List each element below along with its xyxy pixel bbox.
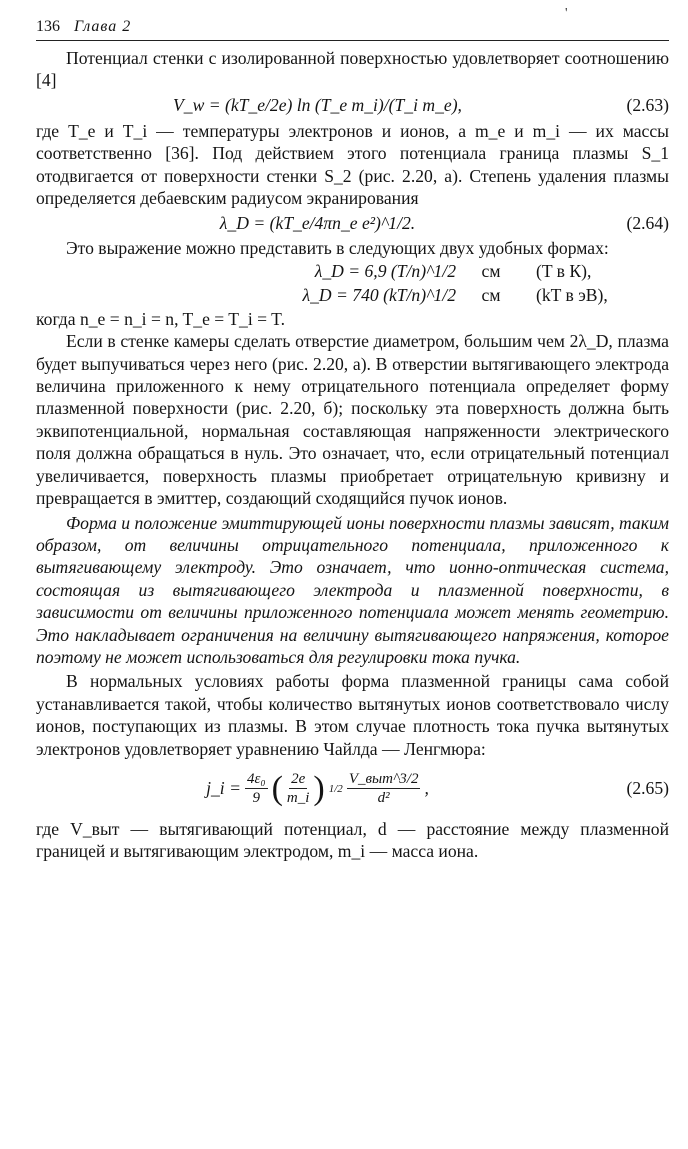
equation-2-63 [36, 92, 669, 120]
paragraph-2: где T_e и T_i — температуры электронов и ионов, а m_e и m_i — их массы соответственно [36]. Под действием этого потенциала граница плазмы S_1 отодвигается от поверхности стенки S_2 (рис. 2.20, а). Степень удаления плазмы определяется дебаевским радиусом экранирования [36, 120, 669, 209]
form-1-unit: см [481, 261, 501, 282]
header-rule [36, 40, 669, 41]
chapter-title: Глава 2 [74, 18, 132, 35]
form-1-expression: λ_D = 6,9 (T/n)^1/2 [314, 261, 456, 282]
equation-2-63-body: V_w = (kT_e/2e) ln (T_e m_i)/(T_i m_e), [173, 95, 462, 116]
document-page [36, 12, 669, 863]
fraction-numerator: 2e [291, 771, 306, 788]
fraction-2e-over-mi [287, 770, 310, 807]
paragraph-8: где V_выт — вытягивающий потенциал, d — расстояние между плазменной границей и вытягивающим электродом, m_i — масса иона. [36, 818, 669, 862]
form-1-condition: (T в К), [536, 261, 592, 282]
paragraph-4: когда n_e = n_i = n, T_e = T_i = T. [36, 308, 285, 329]
fraction-4e0-over-9 [245, 770, 268, 807]
equation-2-64-body: λ_D = (kT_e/4πn_e e²)^1/2. [219, 212, 416, 233]
margin-mark: ' [565, 6, 568, 21]
fraction-vvyt-over-d2 [347, 770, 421, 807]
equation-2-65-number: (2.65) [626, 778, 669, 799]
equation-2-65 [36, 760, 669, 818]
running-header [36, 12, 669, 36]
paragraph-1: Потенциал стенки с изолированной поверхностью удовлетворяет соотношению [4] [36, 48, 669, 91]
equation-2-65-body [36, 770, 599, 807]
paragraph-7: В нормальных условиях работы форма плазменной границы сама собой устанавливается такой, чтобы количество вытянутых ионов соответствовало числу ионов, поступающих из плазмы. В этом случае плотность тока пучка вытянутых электронов удовлетворяет уравнению Чайлда — Ленгмюра: [36, 671, 669, 759]
left-paren: ( [271, 769, 283, 807]
fraction-denominator: d² [377, 790, 390, 807]
equation-2-63-number: (2.63) [626, 95, 669, 116]
page-number: 136 [36, 18, 60, 35]
right-paren: ) [313, 769, 325, 807]
form-2-unit: см [481, 285, 501, 306]
equation-2-65-tail: , [424, 778, 429, 799]
form-line-1 [36, 260, 669, 284]
equation-2-64 [36, 209, 669, 237]
form-line-2 [36, 284, 669, 308]
fraction-numerator: 4ε₀ [246, 771, 266, 788]
equation-2-65-lhs: j_i = [206, 778, 241, 799]
fraction-denominator: 9 [252, 790, 261, 807]
fraction-denominator: m_i [286, 790, 310, 807]
paragraph-6: Форма и положение эмиттирующей ионы поверхности плазмы зависят, таким образом, от величины отрицательного потенциала, приложенного к вытягивающему электроду. Это означает, что ионно-оптическая система, состоящая из вытягивающего электрода и плазменной поверхности, в зависимости от величины приложенного потенциала может менять геометрию. Это накладывает ограничения на величину вытягивающего напряжения, которое поэтому не может использоваться для регулировки тока пучка. [36, 512, 669, 667]
form-2-condition: (kT в эВ), [536, 285, 608, 306]
paragraph-5: Если в стенке камеры сделать отверстие диаметром, большим чем 2λ_D, плазма будет выпучиваться через него (рис. 2.20, а). В отверстии вытягивающего электрода величина приложенного к нему отрицательного потенциала определяет форму плазменной поверхности (рис. 2.20, б); поскольку эта поверхность должна быть эквипотенциальной, нормальная составляющая напряженности электрического поля должна обращаться в нуль. Это означает, что, если отрицательный потенциал увеличивается, поверхность плазмы приобретает отрицательную кривизну и превращается в эмиттер, создающий сходящийся пучок ионов. [36, 331, 669, 509]
paragraph-3: Это выражение можно представить в следующих двух удобных формах: [66, 238, 609, 259]
form-2-expression: λ_D = 740 (kT/n)^1/2 [302, 285, 456, 306]
equation-2-64-number: (2.64) [626, 212, 669, 233]
fraction-numerator: V_выт^3/2 [348, 771, 419, 788]
exponent: 1/2 [328, 782, 343, 795]
